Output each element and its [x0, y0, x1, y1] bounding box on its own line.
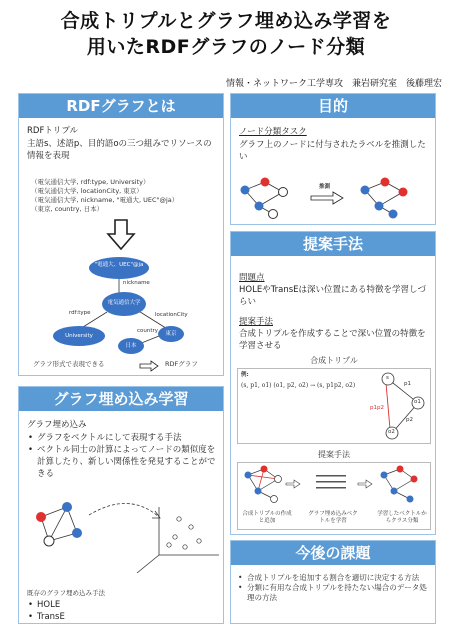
rdf-panel [18, 93, 224, 376]
rdf-node-nick-label: "電通大、UEC"@ja [94, 262, 144, 268]
future-bullet-2: • 分類に有用な合成トリプルを持たない場合のデータ処理の方法 [237, 583, 433, 603]
rdf-edge-type: rdf:type [69, 310, 91, 316]
rdf-examples [31, 178, 223, 214]
method-body: 合成トリプルを作成することで深い位置の特徴を学習させる [239, 329, 426, 351]
graph-label-s: s [386, 375, 389, 381]
embedding-methods-title: 既存のグラフ埋め込み手法 [27, 589, 105, 597]
triple-figure [237, 368, 431, 444]
rdf-example-3: （電気通信大学, nickname, "電通大, UEC"@ja） [31, 196, 179, 204]
rdf-example-1: （電気通信大学, rdf:type, University） [31, 178, 150, 186]
embedding-bullet-1: • グラフをベクトルにして表現する手法 [27, 432, 217, 444]
rdf-subheading: RDFトリプル [27, 126, 79, 136]
rdf-caption: グラフ形式で表現できる [33, 360, 105, 368]
rdf-heading: RDFグラフとは [19, 94, 223, 118]
embedding-bullet-2: • ベクトル同士の計算によってノードの類似度を計算したり、新しい関係性を発見することができる [27, 444, 217, 480]
future-bullets [237, 573, 433, 603]
authors: 情報・ネットワーク工学専攻 兼岩研究室 後藤理宏 [225, 79, 442, 89]
problem-title: 問題点 [239, 273, 265, 283]
embedding-heading: グラフ埋め込み学習 [19, 387, 223, 411]
triple-formula: (s, p1, o1) (o1, p2, o2) → (s, p1p2, o2) [241, 382, 356, 389]
flow-figure [237, 462, 431, 530]
graph-label-p1: p1 [404, 381, 411, 387]
title-line-2: 用いたRDFグラフのノード分類 [86, 36, 366, 58]
embedding-illustration [19, 497, 225, 577]
triple-caption: 合成トリプル [310, 356, 358, 365]
rdf-body: 主語s、述語p、目的語oの三つ組みでリソースの情報を表現 [27, 139, 212, 161]
rdf-edge-country: country [137, 328, 159, 334]
rdf-caption-target: RDFグラフ [165, 360, 198, 368]
rdf-node-japan-label: 日本 [125, 343, 137, 349]
rdf-example-4: （東京, country, 日本） [31, 205, 104, 213]
problem-body: HOLEやTransEは深い位置にある特徴を学習しづらい [239, 285, 427, 307]
future-bullet-1: • 合成トリプルを追加する割合を適切に決定する方法 [237, 573, 433, 583]
flow-graphs [238, 463, 432, 507]
proposal-heading: 提案手法 [231, 232, 435, 256]
embedding-methods [27, 599, 207, 623]
goal-heading: 目的 [231, 94, 435, 118]
future-heading: 今後の課題 [231, 541, 435, 565]
graph-label-o1: o1 [414, 399, 421, 405]
poster-title [0, 8, 452, 60]
title-line-1: 合成トリプルとグラフ埋め込み学習を [60, 10, 392, 32]
flow-caption: 提案手法 [318, 450, 350, 459]
embedding-panel [18, 386, 224, 624]
graph-label-o2: o2 [388, 429, 395, 435]
example-label: 例: [241, 372, 249, 378]
node-classification-illustration [231, 174, 437, 224]
future-panel [230, 540, 436, 624]
embedding-subheading: グラフ埋め込み [27, 420, 87, 430]
method-title: 提案手法 [239, 317, 274, 327]
method-transe: • TransE [27, 611, 207, 623]
rdf-example-2: （電気通信大学, locationCity, 東京） [31, 187, 143, 195]
goal-subheading: ノード分類タスク [239, 127, 307, 137]
proposal-panel [230, 231, 436, 535]
graph-label-p1p2: p1p2 [370, 405, 384, 411]
flow-step-1: 合成トリプルの作成と追加 [242, 511, 292, 524]
rdf-edge-location: locationCity [155, 312, 188, 318]
flow-step-2: グラフ埋め込みベクトルを学習 [308, 511, 358, 524]
rdf-node-univ-label: University [65, 333, 93, 339]
down-arrow-icon [107, 220, 135, 250]
flow-step-3: 学習したベクトルからクラス分類 [377, 511, 427, 524]
rdf-edge-nickname: nickname [123, 280, 150, 286]
goal-panel [230, 93, 436, 225]
graph-label-p2: p2 [406, 417, 413, 423]
embedding-bullets [27, 432, 217, 480]
goal-body: グラフ上のノードに付与されたラベルを推測したい [239, 140, 426, 162]
rdf-node-center-label: 電気通信大学 [107, 300, 141, 306]
goal-arrow-label: 推測 [319, 184, 331, 190]
method-hole: • HOLE [27, 599, 207, 611]
right-arrow-icon [139, 361, 159, 371]
rdf-node-tokyo-label: 東京 [165, 331, 177, 337]
